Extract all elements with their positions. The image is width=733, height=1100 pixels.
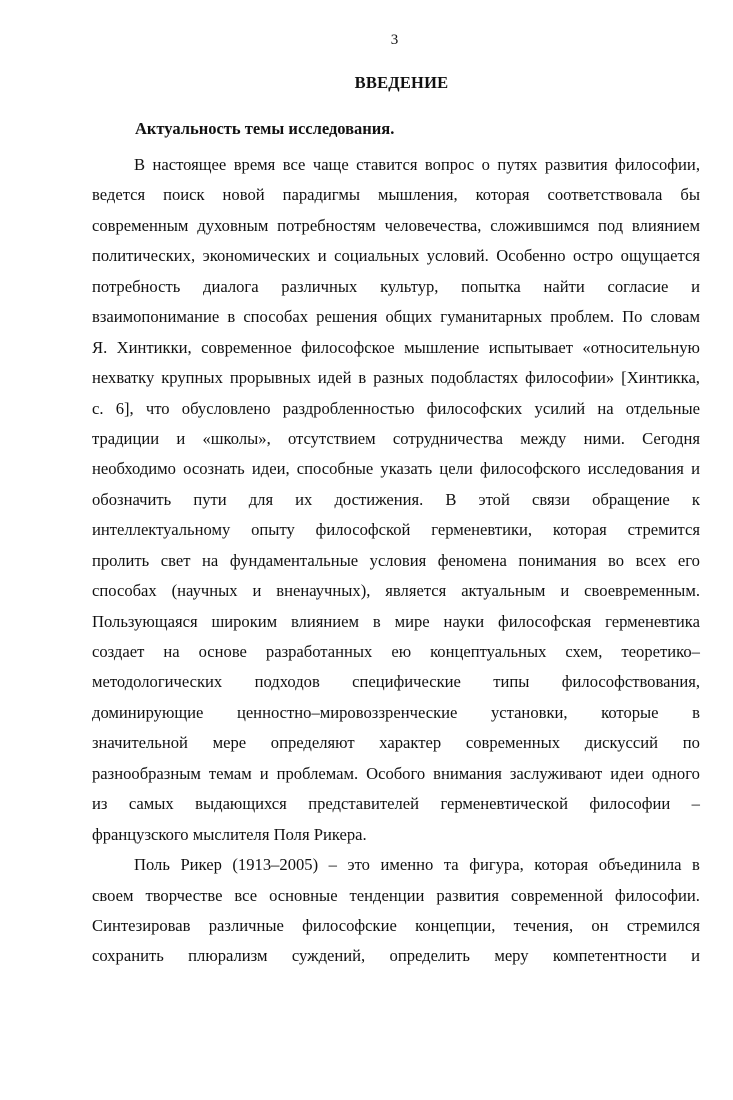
- word: человечества,: [384, 215, 482, 235]
- word: творчестве: [145, 885, 223, 905]
- word: современным: [92, 215, 189, 235]
- word: испытывает: [488, 337, 573, 357]
- word: условий.: [426, 246, 489, 266]
- word: та: [443, 855, 459, 875]
- text-line: [92, 941, 700, 971]
- word: фундаментальные: [229, 550, 359, 570]
- word: общих: [385, 307, 433, 327]
- word: исследования: [587, 459, 684, 479]
- word: концептуальных: [430, 642, 547, 661]
- word: актуальным: [461, 581, 546, 601]
- word: и: [691, 276, 700, 296]
- word: на: [597, 398, 614, 418]
- text-line: [92, 789, 700, 819]
- word: их: [295, 489, 313, 509]
- word: герменевтика: [605, 611, 700, 631]
- word: мере: [212, 733, 247, 753]
- word: философских: [426, 398, 523, 418]
- text-line: [92, 272, 700, 302]
- word: плюрализм: [188, 946, 268, 966]
- word: одного: [651, 763, 700, 783]
- word: способах: [243, 307, 309, 327]
- word: пути: [193, 489, 227, 509]
- word: Особенно: [496, 246, 566, 266]
- word: интеллектуальному: [92, 520, 231, 540]
- word: –: [328, 855, 337, 875]
- word: остро: [573, 246, 614, 266]
- word: определяют: [270, 733, 355, 753]
- word: темам: [208, 763, 252, 783]
- word: опыту: [251, 520, 295, 540]
- text-line: [92, 333, 700, 363]
- word: время: [233, 155, 276, 174]
- word: ставится: [356, 155, 418, 174]
- word: ощущается: [620, 246, 700, 266]
- word: 6],: [115, 398, 134, 418]
- word: связи: [531, 489, 571, 509]
- word: влиянием: [291, 611, 360, 631]
- word: обращение: [592, 489, 670, 509]
- word: между: [520, 428, 567, 448]
- word: способные: [296, 459, 374, 479]
- word: философии: [589, 794, 671, 814]
- word: попытка: [461, 276, 521, 296]
- word: вопрос: [424, 155, 475, 174]
- word: типы: [493, 672, 530, 692]
- page-number: 3: [390, 32, 399, 48]
- word: чаще: [312, 155, 349, 174]
- word: пролить: [92, 550, 150, 570]
- word: все: [234, 885, 258, 905]
- text-line: [92, 637, 700, 667]
- word: это: [347, 855, 370, 875]
- text-line: французского мыслителя Поля Рикера.: [92, 824, 367, 844]
- word: Сегодня: [642, 428, 700, 448]
- word: по: [682, 733, 700, 753]
- word: философская: [498, 611, 592, 631]
- word: в: [358, 368, 367, 388]
- word: ею: [391, 642, 412, 661]
- body-text: [92, 150, 700, 972]
- word: на: [202, 550, 219, 570]
- word: представителей: [308, 794, 420, 814]
- text-line: [92, 394, 700, 424]
- word: взаимопонимание: [92, 307, 220, 327]
- word: мире: [394, 611, 430, 631]
- word: этой: [478, 489, 510, 509]
- word: цели: [439, 459, 473, 479]
- word: раздробленностью: [282, 398, 415, 418]
- word: Особого: [366, 763, 426, 783]
- word: которая: [475, 185, 530, 205]
- word: стремился: [626, 915, 700, 935]
- word: и: [560, 581, 570, 601]
- word: меру: [494, 946, 529, 966]
- word: науки: [443, 611, 485, 631]
- word: Я.: [92, 337, 108, 357]
- word: обусловлено: [181, 398, 271, 418]
- word: поиск: [163, 185, 205, 205]
- word: Рикер: [180, 855, 222, 875]
- word: условия: [369, 550, 427, 570]
- word: современных: [465, 733, 561, 753]
- word: По: [622, 307, 643, 327]
- word: течения,: [513, 915, 574, 935]
- word: объединила: [598, 855, 682, 875]
- word: различные: [208, 915, 284, 935]
- word: в: [692, 702, 700, 722]
- word: тенденции: [349, 885, 425, 905]
- word: ценностно–мировоззренческие: [236, 702, 458, 722]
- word: развития: [544, 155, 608, 174]
- word: нехватку: [92, 368, 155, 388]
- word: создает: [92, 642, 145, 661]
- word: соответствовала: [547, 185, 663, 205]
- word: идей: [317, 368, 352, 388]
- word: в: [227, 307, 236, 327]
- word: именно: [380, 855, 434, 875]
- word: отдельные: [625, 398, 700, 418]
- word: и: [259, 763, 269, 783]
- word: Синтезировав: [92, 915, 191, 935]
- word: проблем.: [550, 307, 615, 327]
- word: философской: [315, 520, 411, 540]
- word: В: [134, 155, 146, 174]
- word: значительной: [92, 733, 188, 753]
- word: Поль: [134, 855, 170, 875]
- word: все: [282, 155, 306, 174]
- word: указать: [380, 459, 433, 479]
- word: и: [176, 428, 186, 448]
- word: разработанных: [265, 642, 373, 661]
- word: современное: [201, 337, 292, 357]
- word: парадигмы: [282, 185, 361, 205]
- text-line: [92, 180, 700, 210]
- word: отсутствием: [287, 428, 376, 448]
- word: теоретико–: [621, 642, 700, 661]
- word: компетентности: [552, 946, 667, 966]
- word: методологических: [92, 672, 223, 692]
- word: согласие: [607, 276, 669, 296]
- word: в: [692, 855, 700, 875]
- word: во: [608, 550, 625, 570]
- word: для: [248, 489, 274, 509]
- word: внимания: [433, 763, 502, 783]
- word: влиянием: [631, 215, 700, 235]
- word: «относительную: [582, 337, 700, 357]
- word: социальных: [334, 246, 420, 266]
- word: философии»: [525, 368, 615, 388]
- word: словам: [650, 307, 700, 327]
- text-line: [92, 607, 700, 637]
- word: (1913–2005): [232, 855, 319, 875]
- word: способах: [92, 581, 157, 601]
- word: и: [252, 581, 262, 601]
- word: он: [591, 915, 609, 935]
- word: и: [317, 246, 327, 266]
- text-line: [92, 698, 700, 728]
- text-line: [92, 454, 700, 484]
- word: современной: [511, 885, 604, 905]
- word: ведется: [92, 185, 146, 205]
- word: своем: [92, 885, 134, 905]
- word: проблемам.: [276, 763, 359, 783]
- word: в: [372, 611, 381, 631]
- word: понимания: [518, 550, 597, 570]
- word: самых: [128, 794, 174, 814]
- text-line: [92, 546, 700, 576]
- word: настоящее: [152, 155, 227, 174]
- text-line: [92, 424, 700, 454]
- word: крупных: [161, 368, 223, 388]
- text-line: [92, 150, 700, 180]
- word: усилий: [534, 398, 586, 418]
- word: является: [385, 581, 447, 601]
- word: основные: [269, 885, 338, 905]
- word: различных: [281, 276, 358, 296]
- word: (научных: [171, 581, 238, 601]
- word: свет: [160, 550, 191, 570]
- word: развития: [436, 885, 500, 905]
- text-line: [92, 485, 700, 515]
- word: под: [597, 215, 624, 235]
- word: философствования,: [561, 672, 700, 692]
- word: стремится: [627, 520, 700, 540]
- word: о: [481, 155, 490, 174]
- word: из: [92, 794, 108, 814]
- word: сотрудничества: [392, 428, 504, 448]
- text-line: [92, 576, 700, 606]
- word: мышления,: [378, 185, 458, 205]
- word: которая: [552, 520, 607, 540]
- word: философские: [302, 915, 397, 935]
- word: всех: [635, 550, 667, 570]
- text-line: [92, 911, 700, 941]
- word: обозначить: [92, 489, 172, 509]
- word: определить: [389, 946, 470, 966]
- word: мышление: [404, 337, 480, 357]
- word: герменевтической: [440, 794, 568, 814]
- word: –: [691, 794, 700, 814]
- text-line: [92, 211, 700, 241]
- word: разнообразным: [92, 763, 201, 783]
- word: «школы»,: [202, 428, 271, 448]
- word: подобластях: [430, 368, 519, 388]
- word: основе: [198, 642, 247, 661]
- text-line: [92, 515, 700, 545]
- text-line: [92, 241, 700, 271]
- word: дискуссий: [584, 733, 659, 753]
- word: духовным: [197, 215, 269, 235]
- text-line: [92, 881, 700, 911]
- word: Пользующаяся: [92, 611, 198, 631]
- word: потребностям: [277, 215, 376, 235]
- word: философии,: [615, 155, 700, 174]
- word: характер: [379, 733, 442, 753]
- word: с.: [92, 398, 104, 418]
- word: его: [677, 550, 700, 570]
- word: сохранить: [92, 946, 164, 966]
- word: ними.: [583, 428, 625, 448]
- text-line: [92, 667, 700, 697]
- text-line: [92, 363, 700, 393]
- word: найти: [543, 276, 585, 296]
- word: культур,: [380, 276, 439, 296]
- word: доминирующие: [92, 702, 204, 722]
- word: и: [691, 459, 700, 479]
- word: фигура,: [469, 855, 524, 875]
- word: схем,: [565, 642, 603, 661]
- word: В: [445, 489, 457, 509]
- word: широким: [211, 611, 278, 631]
- word: сложившимся: [490, 215, 590, 235]
- text-line: [92, 302, 700, 332]
- word: что: [145, 398, 170, 418]
- word: потребность: [92, 276, 181, 296]
- word: философское: [301, 337, 395, 357]
- word: своевременным.: [584, 581, 700, 601]
- word: решения: [316, 307, 378, 327]
- word: на: [163, 642, 180, 661]
- section-heading: Актуальность темы исследования.: [135, 119, 395, 138]
- word: феномена: [437, 550, 507, 570]
- word: которая: [534, 855, 589, 875]
- word: суждений,: [291, 946, 366, 966]
- word: вненаучных),: [276, 581, 371, 601]
- word: разных: [373, 368, 424, 388]
- word: герменевтики,: [431, 520, 533, 540]
- word: прорывных: [229, 368, 311, 388]
- word: идеи,: [251, 459, 290, 479]
- word: гуманитарных: [440, 307, 543, 327]
- word: достижения.: [334, 489, 424, 509]
- word: подходов: [254, 672, 320, 692]
- word: которые: [601, 702, 659, 722]
- word: диалога: [203, 276, 259, 296]
- word: Хинтикки,: [116, 337, 192, 357]
- word: новой: [222, 185, 265, 205]
- word: установки,: [490, 702, 568, 722]
- text-line: [92, 759, 700, 789]
- word: путях: [497, 155, 538, 174]
- text-line: [92, 850, 700, 880]
- word: идеи: [610, 763, 644, 783]
- word: заслуживают: [509, 763, 603, 783]
- word: и: [691, 946, 700, 966]
- word: экономических: [202, 246, 311, 266]
- word: философии.: [615, 885, 700, 905]
- word: специфические: [352, 672, 461, 692]
- page-title: ВВЕДЕНИЕ: [354, 73, 449, 92]
- text-line: [92, 728, 700, 758]
- word: необходимо: [92, 459, 176, 479]
- word: концепции,: [415, 915, 496, 935]
- word: политических,: [92, 246, 196, 266]
- word: выдающихся: [195, 794, 287, 814]
- word: традиции: [92, 428, 160, 448]
- word: [Хинтикка,: [621, 368, 700, 388]
- word: бы: [680, 185, 700, 205]
- word: к: [691, 489, 700, 509]
- word: философского: [479, 459, 581, 479]
- word: осознать: [183, 459, 245, 479]
